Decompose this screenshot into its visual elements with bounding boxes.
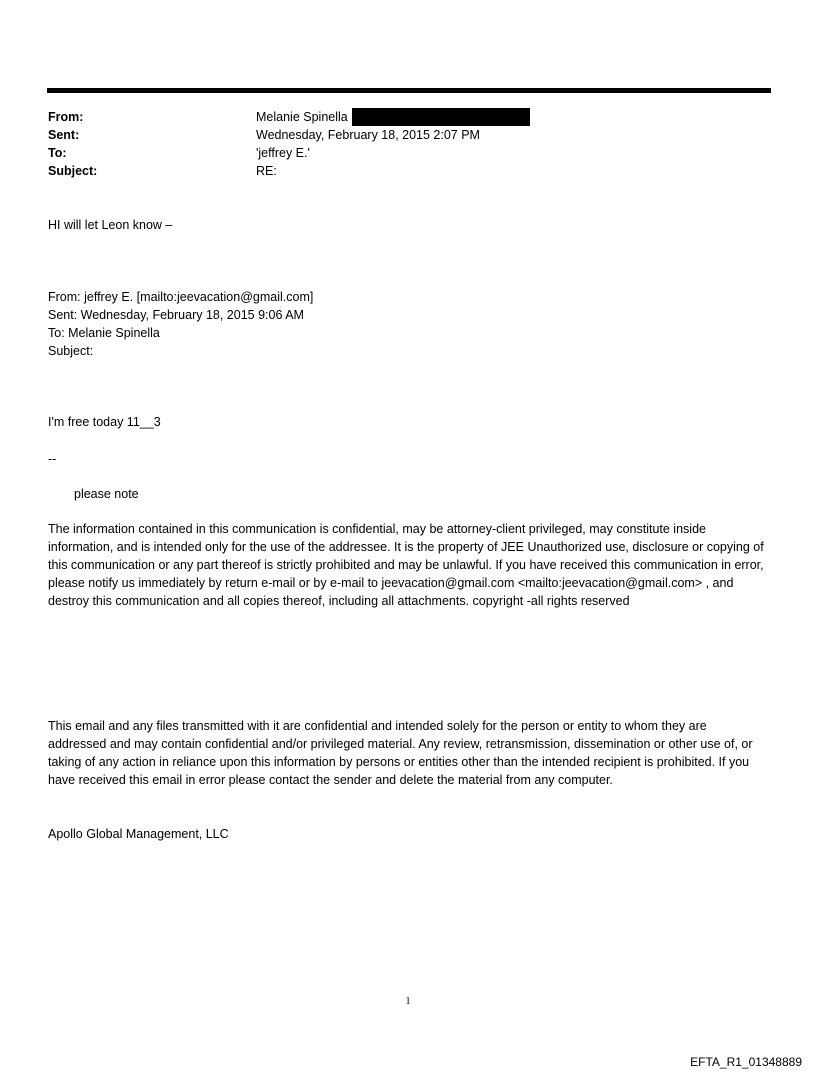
sent-value: Wednesday, February 18, 2015 2:07 PM — [256, 128, 480, 142]
redaction-box — [352, 108, 530, 126]
quoted-sent: Sent: Wednesday, February 18, 2015 9:06 AM — [48, 308, 304, 322]
to-label: To: — [48, 146, 67, 160]
signature-separator: -- — [48, 452, 57, 466]
from-label: From: — [48, 110, 84, 124]
jee-disclaimer: The information contained in this communication is confidential, may be attorney-client privileged, may constitute inside information, and is intended only for the use of the addressee. It is the property of JEE Unauthorized use, disclosure or copying of this communication or any part thereof is strictly prohibited and may be unlawful. If you have received this communication in error, please notify us immediately by return e-mail or by e-mail to jeevacation@gmail.com <mailto:jeevacation@gmail.com> , and destroy this communication and all copies thereof, including all attachments. copyright -all rights reserved — [48, 522, 764, 608]
subject-value: RE: — [256, 164, 277, 178]
confidentiality-notice: This email and any files transmitted with it are confidential and intended solely for the person or entity to whom they are addressed and may contain confidential and/or privileged material. Any review, retransmission, dissemination or other use of, or taking of any action in reliance upon this information by persons or entities other than the intended recipient is prohibited. If you have received this email in error please contact the sender and delete the material from any computer. — [48, 719, 753, 787]
reply-body: HI will let Leon know – — [48, 218, 173, 232]
document-id: EFTA_R1_01348889 — [690, 1055, 802, 1069]
page-number: 1 — [405, 996, 411, 1007]
quoted-body: I'm free today 11__3 — [48, 415, 161, 429]
subject-label: Subject: — [48, 164, 98, 178]
to-value: 'jeffrey E.' — [256, 146, 310, 160]
please-note: please note — [74, 487, 139, 501]
top-rule — [47, 88, 771, 93]
quoted-subject: Subject: — [48, 344, 94, 358]
from-name: Melanie Spinella — [256, 110, 348, 124]
company-name: Apollo Global Management, LLC — [48, 827, 229, 841]
from-value — [256, 108, 530, 126]
sent-label: Sent: — [48, 128, 80, 142]
quoted-to: To: Melanie Spinella — [48, 326, 160, 340]
quoted-from: From: jeffrey E. [mailto:jeevacation@gmail.com] — [48, 290, 314, 304]
